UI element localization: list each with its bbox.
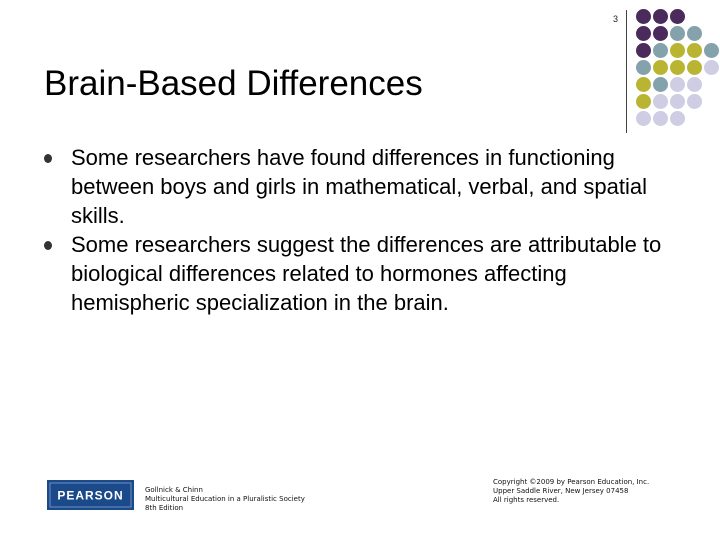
copyright-address: Upper Saddle River, New Jersey 07458 [493,487,629,495]
bullet-item [42,230,682,317]
header-divider [626,10,627,133]
decor-dot [687,26,702,41]
decorative-dot-grid [636,9,720,129]
decor-dot [670,9,685,24]
copyright-line: Copyright ©2009 by Pearson Education, Inc. [493,478,650,486]
copyright-rights: All rights reserved. [493,496,560,504]
book-citation [145,486,305,513]
decor-dot [704,60,719,75]
decor-dot [704,43,719,58]
copyright-notice [493,478,649,505]
book-title: Multicultural Education in a Pluralistic Society [145,495,305,503]
book-edition: 8th Edition [145,504,184,512]
bullet-list [42,143,682,317]
decor-dot [687,77,702,92]
decor-dot [653,43,668,58]
slide-title: Brain-Based Differences [44,64,423,103]
bullet-marker [44,241,52,250]
decor-dot [670,94,685,109]
bullet-marker [44,154,52,163]
decor-dot [636,43,651,58]
decor-dot [670,111,685,126]
decor-dot [636,26,651,41]
pearson-logo [47,480,134,510]
decor-dot [636,94,651,109]
decor-dot [653,9,668,24]
book-authors: Gollnick & Chinn [145,486,203,494]
decor-dot [636,77,651,92]
decor-dot [687,60,702,75]
decor-dot [636,60,651,75]
bullet-item [42,143,682,230]
decor-dot [653,111,668,126]
bullet-text: Some researchers have found differences in functioning between boys and girls in mathematical, verbal, and spatial skills. [71,145,647,228]
decor-dot [653,60,668,75]
decor-dot [653,77,668,92]
decor-dot [653,94,668,109]
decor-dot [687,43,702,58]
decor-dot [670,26,685,41]
decor-dot [636,111,651,126]
decor-dot [670,43,685,58]
decor-dot [653,26,668,41]
decor-dot [636,9,651,24]
decor-dot [670,60,685,75]
logo-text: PEARSON [57,488,124,503]
decor-dot [687,94,702,109]
bullet-text: Some researchers suggest the differences are attributable to biological differences related to hormones affecting hemispheric specialization in the brain. [71,232,662,315]
decor-dot [670,77,685,92]
page-number: 3 [612,14,618,24]
